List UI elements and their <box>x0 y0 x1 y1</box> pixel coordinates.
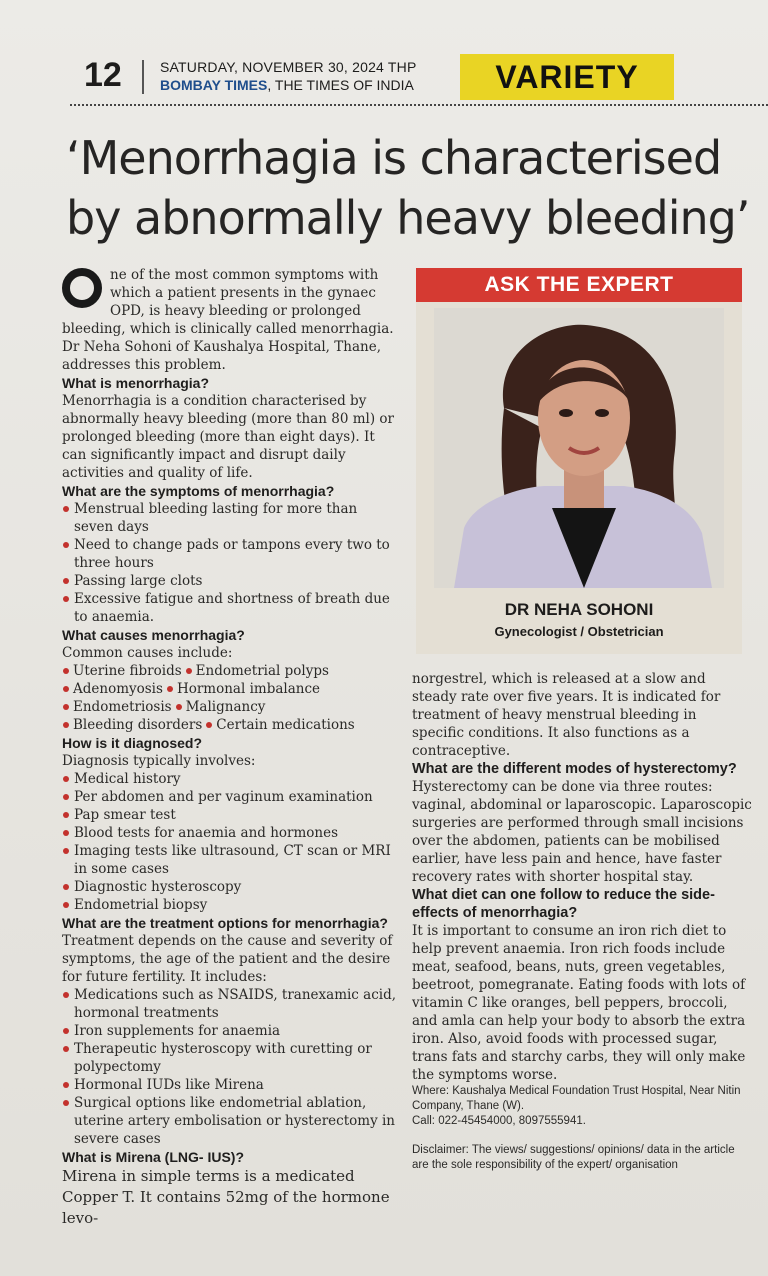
headline <box>66 128 756 248</box>
answer-mirena: Mirena in simple terms is a medicated Copper T. It contains 52mg of the hormone levo- <box>62 1167 390 1227</box>
dotted-rule <box>70 104 768 106</box>
list-item <box>62 680 398 698</box>
question-diet: What diet can one follow to reduce the side-effects of menorrhagia? <box>412 887 715 921</box>
list-item <box>62 698 398 716</box>
list-item <box>62 716 398 734</box>
paper-brand: BOMBAY TIMES <box>160 77 268 93</box>
drop-cap-o <box>62 268 102 308</box>
left-column <box>62 266 398 1229</box>
list-item: Iron supplements for anaemia <box>62 1022 398 1040</box>
ask-the-expert-box <box>416 268 742 654</box>
diagnosis-list <box>62 770 398 914</box>
list-item <box>62 662 398 680</box>
question-symptoms: What are the symptoms of menorrhagia? <box>62 483 335 499</box>
cause-label: Bleeding disorders <box>73 717 203 733</box>
section-label: VARIETY <box>460 54 674 100</box>
list-item: Hormonal IUDs like Mirena <box>62 1076 398 1094</box>
headline-line-1: ‘Menorrhagia is characterised <box>66 131 722 185</box>
right-column <box>412 670 752 1173</box>
answer-diet: It is important to consume an iron rich diet to help prevent anaemia. Iron rich foods include meat, seafood, beans, nuts, green vegetables, beetroot, pomegranate. Eating foods with lots of vitamin C like oranges, bell peppers, broccoli, and amla can help your body to absorb the extra iron. Also, avoid foods with processed sugar, trans fats and starchy carbs, they will only make the symptoms worse. <box>412 923 746 1083</box>
headline-line-2: by abnormally heavy bleeding’ <box>66 191 750 245</box>
hospital-address: Where: Kaushalya Medical Foundation Trust Hospital, Near Nitin Company, Thane (W). <box>412 1085 741 1112</box>
diagnosis-intro: Diagnosis typically involves: <box>62 753 256 769</box>
question-hysterectomy: What are the different modes of hysterectomy? <box>412 761 737 777</box>
symptoms-list <box>62 500 398 626</box>
cause-label: Adenomyosis <box>73 681 163 697</box>
list-item: Imaging tests like ultrasound, CT scan or MRI in some cases <box>62 842 398 878</box>
cause-label: Uterine fibroids <box>73 663 182 679</box>
question-what: What is menorrhagia? <box>62 375 210 391</box>
hospital-phone: Call: 022-45454000, 8097555941. <box>412 1115 586 1127</box>
question-mirena: What is Mirena (LNG- IUS)? <box>62 1149 244 1165</box>
answer-mirena-continued: norgestrel, which is released at a slow and steady rate over five years. It is indicated for treatment of heavy menstrual bleeding in specific conditions. It also functions as a contraceptive. <box>412 671 721 759</box>
expert-photo <box>434 308 724 588</box>
list-item: Medical history <box>62 770 398 788</box>
list-item: Surgical options like endometrial ablation, uterine artery embolisation or hysterectomy in severe cases <box>62 1094 398 1148</box>
list-item: Passing large clots <box>62 572 398 590</box>
treatment-intro: Treatment depends on the cause and severity of symptoms, the age of the patient and the desire for future fertility. It includes: <box>62 933 393 985</box>
expert-name: DR NEHA SOHONI <box>504 600 654 619</box>
list-item: Medications such as NSAIDS, tranexamic acid, hormonal treatments <box>62 986 398 1022</box>
list-item: Need to change pads or tampons every two to three hours <box>62 536 398 572</box>
question-causes: What causes menorrhagia? <box>62 627 245 643</box>
treatment-list <box>62 986 398 1148</box>
page-number: 12 <box>84 56 122 94</box>
masthead-divider <box>142 60 144 94</box>
answer-what: Menorrhagia is a condition characterised by abnormally heavy bleeding (more than 80 ml) or prolonged bleeding (more than eight days). It can significantly impact and disrupt daily activities and quality of life. <box>62 393 394 481</box>
intro-paragraph <box>62 266 398 374</box>
question-treatment: What are the treatment options for menorrhagia? <box>62 915 388 931</box>
cause-label: Certain medications <box>216 717 355 733</box>
answer-hysterectomy: Hysterectomy can be done via three routes: vaginal, abdominal or laparoscopic. Laparoscopic surgeries are performed through small incisions over the abdomen, patients can be mobilised earlier, have less pain and hence, have faster recovery rates with shorter hospital stay. <box>412 779 752 885</box>
dateline: SATURDAY, NOVEMBER 30, 2024 THP <box>160 59 417 75</box>
disclaimer: Disclaimer: The views/ suggestions/ opinions/ data in the article are the sole responsibility of the expert/ organisation <box>412 1144 735 1171</box>
list-item: Per abdomen and per vaginum examination <box>62 788 398 806</box>
list-item: Menstrual bleeding lasting for more than seven days <box>62 500 398 536</box>
list-item: Pap smear test <box>62 806 398 824</box>
question-diagnosis: How is it diagnosed? <box>62 735 203 751</box>
paper-name: , THE TIMES OF INDIA <box>267 77 414 93</box>
list-item: Blood tests for anaemia and hormones <box>62 824 398 842</box>
causes-intro: Common causes include: <box>62 645 233 661</box>
intro-text: ne of the most common symptoms with which a patient presents in the gynaec OPD, is heavy bleeding or prolonged bleeding, which is clinically called menorrhagia. Dr Neha Sohoni of Kaushalya Hospital, Thane, addresses this problem. <box>62 267 394 373</box>
cause-label: Malignancy <box>185 699 266 715</box>
expert-band: ASK THE EXPERT <box>416 268 742 302</box>
expert-role: Gynecologist / Obstetrician <box>494 624 664 639</box>
expert-portrait-illustration <box>434 308 724 588</box>
list-item: Excessive fatigue and shortness of breath due to anaemia. <box>62 590 398 626</box>
cause-label: Endometriosis <box>73 699 172 715</box>
list-item: Endometrial biopsy <box>62 896 398 914</box>
list-item: Diagnostic hysteroscopy <box>62 878 398 896</box>
list-item: Therapeutic hysteroscopy with curetting or polypectomy <box>62 1040 398 1076</box>
paper-name-line <box>160 77 414 93</box>
cause-label: Endometrial polyps <box>195 663 329 679</box>
cause-label: Hormonal imbalance <box>176 681 320 697</box>
